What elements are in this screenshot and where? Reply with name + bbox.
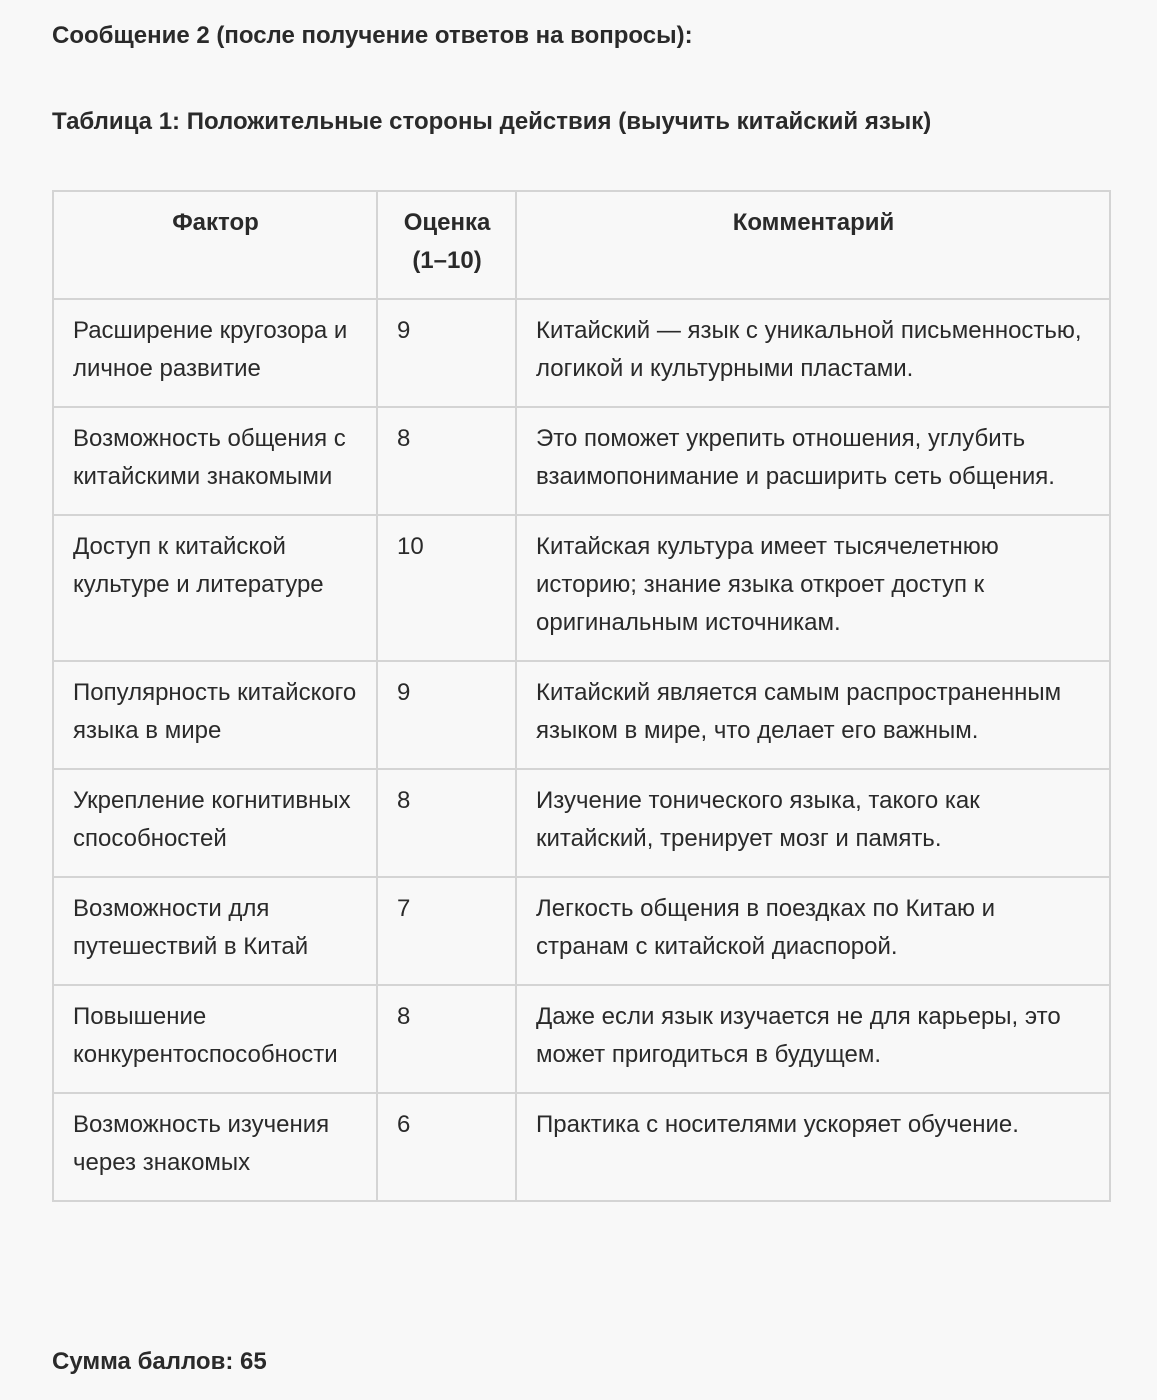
- factors-table: [52, 190, 1111, 1202]
- table-row: [53, 299, 1110, 407]
- cell-factor: Возможность общения с китайскими знакомыми: [53, 407, 377, 515]
- cell-comment: Китайский является самым распространенным языком в мире, что делает его важным.: [516, 661, 1110, 769]
- cell-comment: Это поможет укрепить отношения, углубить взаимопонимание и расширить сеть общения.: [516, 407, 1110, 515]
- cell-score: 8: [377, 985, 516, 1093]
- table-row: [53, 515, 1110, 661]
- cell-score: 9: [377, 661, 516, 769]
- cell-factor: Возможности для путешествий в Китай: [53, 877, 377, 985]
- table-row: [53, 769, 1110, 877]
- cell-score: 10: [377, 515, 516, 661]
- cell-factor: Доступ к китайской культуре и литературе: [53, 515, 377, 661]
- cell-score: 6: [377, 1093, 516, 1201]
- cell-comment: Изучение тонического языка, такого как китайский, тренирует мозг и память.: [516, 769, 1110, 877]
- cell-factor: Расширение кругозора и личное развитие: [53, 299, 377, 407]
- score-total: Сумма баллов: 65: [52, 1348, 267, 1375]
- cell-factor: Популярность китайского языка в мире: [53, 661, 377, 769]
- table-row: [53, 877, 1110, 985]
- message-title: Сообщение 2 (после получение ответов на вопросы):: [52, 22, 693, 49]
- cell-score: 8: [377, 769, 516, 877]
- table-row: [53, 661, 1110, 769]
- cell-comment: Легкость общения в поездках по Китаю и странам с китайской диаспорой.: [516, 877, 1110, 985]
- cell-score: 7: [377, 877, 516, 985]
- header-factor: Фактор: [53, 191, 377, 299]
- cell-score: 9: [377, 299, 516, 407]
- cell-factor: Повышение конкурентоспособности: [53, 985, 377, 1093]
- table-row: [53, 1093, 1110, 1201]
- cell-comment: Китайский — язык с уникальной письменностью, логикой и культурными пластами.: [516, 299, 1110, 407]
- table-caption: Таблица 1: Положительные стороны действия (выучить китайский язык): [52, 108, 932, 135]
- cell-factor: Укрепление когнитивных способностей: [53, 769, 377, 877]
- header-score: Оценка (1–10): [377, 191, 516, 299]
- header-comment: Комментарий: [516, 191, 1110, 299]
- table-row: [53, 407, 1110, 515]
- cell-factor: Возможность изучения через знакомых: [53, 1093, 377, 1201]
- cell-comment: Китайская культура имеет тысячелетнюю историю; знание языка откроет доступ к оригинальным источникам.: [516, 515, 1110, 661]
- cell-comment: Даже если язык изучается не для карьеры, это может пригодиться в будущем.: [516, 985, 1110, 1093]
- table-row: [53, 985, 1110, 1093]
- cell-comment: Практика с носителями ускоряет обучение.: [516, 1093, 1110, 1201]
- table-header-row: [53, 191, 1110, 299]
- cell-score: 8: [377, 407, 516, 515]
